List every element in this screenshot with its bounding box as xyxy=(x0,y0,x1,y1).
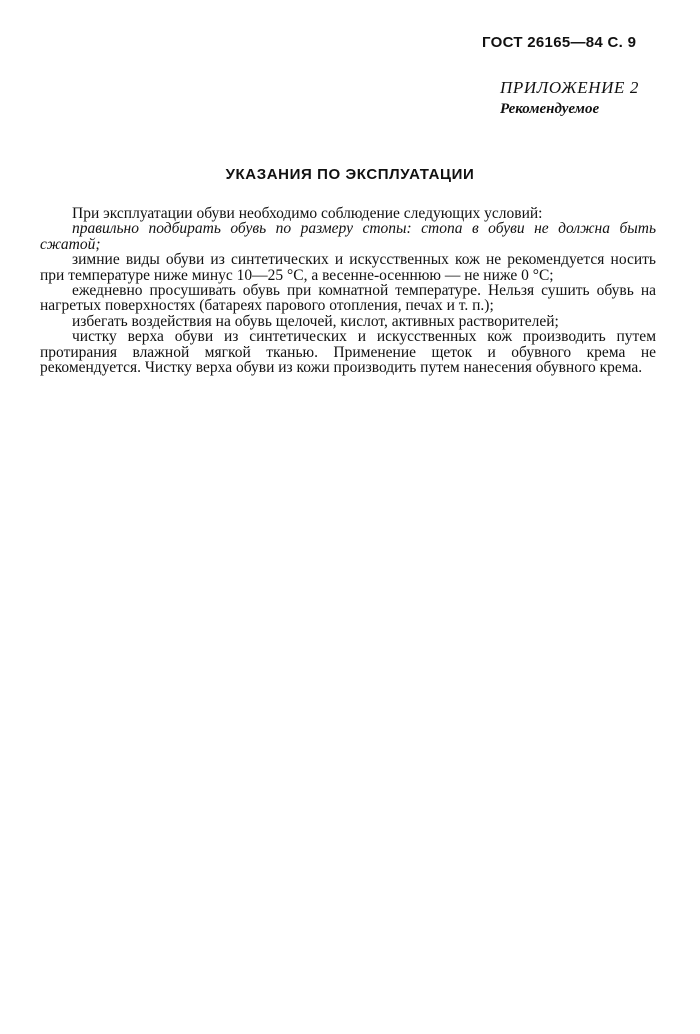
standard-page-reference: ГОСТ 26165—84 С. 9 xyxy=(482,34,637,51)
list-item: избегать воздействия на обувь щелочей, кислот, активных растворителей; xyxy=(72,312,559,330)
document-title: УКАЗАНИЯ ПО ЭКСПЛУАТАЦИИ xyxy=(225,166,475,183)
intro-paragraph: При эксплуатации обуви необходимо соблюдение следующих условий: xyxy=(72,205,543,222)
list-item: чистку верха обуви из синтетических и искусственных кож производить путем протирания влажной мягкой тканью. Применение щеток и обувного крема не рекомендуется. Чистку верха обуви из кожи производить путем нанесения обувного крема. xyxy=(40,328,656,377)
list-item: зимние виды обуви из синтетических и искусственных кож не рекомендуется носить при температуре ниже минус 10—25 °С, а весенне-осеннюю — не ниже 0 °С; xyxy=(40,251,656,284)
document-body xyxy=(40,206,656,375)
appendix-status: Рекомендуемое xyxy=(500,101,600,117)
appendix-title: ПРИЛОЖЕНИЕ 2 xyxy=(500,78,639,97)
list-item: правильно подбирать обувь по размеру стопы: стопа в обуви не должна быть сжатой; xyxy=(40,220,656,253)
list-item: ежедневно просушивать обувь при комнатной температуре. Нельзя сушить обувь на нагретых поверхностях (батареях парового отопления, печах и т. п.); xyxy=(40,282,656,315)
